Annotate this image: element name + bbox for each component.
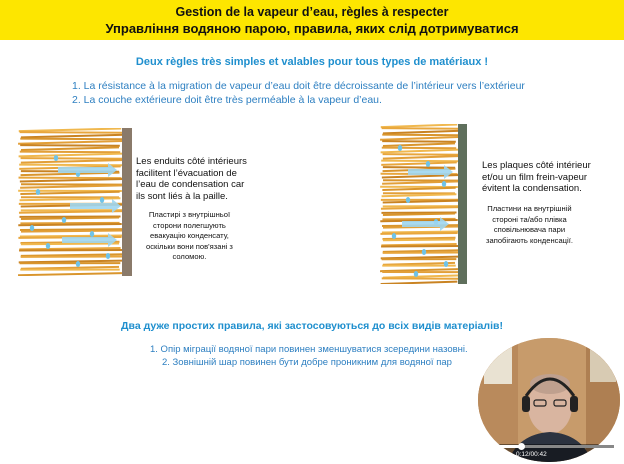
straw-stroke xyxy=(20,185,124,187)
straw-stroke xyxy=(20,152,120,153)
fullscreen-icon[interactable]: ⛶ xyxy=(611,450,617,459)
straw-stroke xyxy=(380,269,458,271)
caption-line: et/ou un film frein-vapeur xyxy=(482,171,588,183)
caption-line: Пластирі з внутрішньої xyxy=(148,210,231,219)
caption-line: стороні та/або плівка xyxy=(492,214,567,224)
straw-stroke xyxy=(20,145,120,146)
straw-stroke xyxy=(380,137,458,140)
vapour-barrier-layer xyxy=(458,124,467,284)
straw-stroke xyxy=(383,201,461,203)
straw-stroke xyxy=(380,233,457,234)
straw-stroke xyxy=(382,128,460,129)
straw-stroke xyxy=(383,156,461,159)
straw-stroke xyxy=(19,250,123,251)
rule-fr-2: 2. La couche extérieure doit être très perméable à la vapeur d’eau. xyxy=(72,94,382,106)
straw-stroke xyxy=(383,143,455,146)
straw-stroke xyxy=(20,192,119,194)
water-drop-icon xyxy=(392,233,396,239)
water-drop-icon xyxy=(30,225,34,231)
caption-line: l’eau de condensation car xyxy=(136,179,245,190)
water-drop-icon xyxy=(54,155,58,161)
caption-line: сторони полегшують xyxy=(153,220,226,230)
straw-stroke xyxy=(20,198,121,200)
straw-stroke xyxy=(20,139,124,140)
straw-stroke xyxy=(381,162,456,165)
right-caption-ua xyxy=(486,204,573,246)
straw-stroke xyxy=(381,161,459,162)
caption-line: ils sont liés à la paille. xyxy=(136,190,228,202)
straw-stroke xyxy=(381,246,459,247)
caption-line: facilitent l’évacuation de xyxy=(136,167,237,179)
straw-stroke xyxy=(21,267,119,269)
caption-line: запобігають конденсації. xyxy=(486,235,573,245)
slide-title-fr: Gestion de la vapeur d’eau, règles à respecter xyxy=(175,5,449,19)
water-drop-icon xyxy=(76,261,80,267)
caption-line: оскільки вони пов'язані з xyxy=(146,241,233,251)
straw-stroke xyxy=(21,244,119,245)
water-drop-icon xyxy=(426,161,430,167)
video-progress-fill xyxy=(484,445,521,448)
water-drop-icon xyxy=(62,217,66,223)
straw-stroke xyxy=(381,150,459,153)
water-drop-icon xyxy=(106,253,110,259)
straw-stroke xyxy=(21,158,125,159)
straw-stroke xyxy=(19,261,123,263)
straw-stroke xyxy=(381,257,459,259)
left-caption-fr xyxy=(136,156,247,202)
straw-stroke xyxy=(18,224,121,225)
straw-stroke xyxy=(19,129,121,132)
headline-ua: Два дуже простих правила, які застосовуються до всіх видів матеріалів! xyxy=(121,320,503,332)
straw-wall-illustration-right xyxy=(380,124,476,284)
straw-stroke xyxy=(381,125,457,128)
water-drop-icon xyxy=(90,231,94,237)
straw-stroke xyxy=(21,173,120,176)
presenter-video-frame xyxy=(478,338,620,462)
water-drop-icon xyxy=(36,189,40,195)
water-drop-icon xyxy=(414,271,418,277)
straw-stroke xyxy=(19,154,123,157)
straw-stroke xyxy=(383,275,461,277)
straw-stroke xyxy=(383,240,455,241)
straw-stroke xyxy=(383,154,461,155)
speed-label[interactable]: 1x xyxy=(600,451,608,458)
caption-line: évitent la condensation. xyxy=(482,183,582,194)
straw-stroke xyxy=(382,135,460,136)
headline-fr: Deux règles très simples et valables pour tous types de matériaux ! xyxy=(135,56,489,68)
water-drop-icon xyxy=(46,243,50,249)
straw-stroke xyxy=(20,132,124,133)
straw-stroke xyxy=(382,188,455,190)
straw-stroke xyxy=(381,282,458,284)
straw-stroke xyxy=(18,141,122,144)
straw-stroke xyxy=(21,231,125,232)
straw-stroke xyxy=(382,194,457,196)
straw-stroke xyxy=(18,273,122,275)
plaster-layer xyxy=(122,128,132,276)
water-drop-icon xyxy=(422,249,426,255)
settings-icon[interactable]: ⚙ xyxy=(586,450,594,459)
straw-stroke xyxy=(19,165,123,166)
water-drop-icon xyxy=(406,197,410,203)
straw-stroke xyxy=(383,131,461,134)
caption-line: евакуацію конденсату, xyxy=(150,231,229,240)
caption-line: Les enduits côté intérieurs xyxy=(136,156,247,167)
video-progress-bar[interactable] xyxy=(484,445,614,448)
straw-stroke xyxy=(21,147,119,150)
caption-line: Les plaques côté intérieur xyxy=(482,160,591,171)
straw-stroke xyxy=(382,148,456,149)
right-caption-fr xyxy=(482,160,591,195)
straw-stroke xyxy=(20,179,124,181)
rule-ua-1: 1. Опір міграції водяної пари повинен зменшуватися зсередини назовні. xyxy=(150,344,468,355)
water-drop-icon xyxy=(444,261,448,267)
caption-line: соломою. xyxy=(172,252,207,261)
slide-title-ua: Управління водяною парою, правила, яких слід дотримуватися xyxy=(105,21,519,36)
water-drop-icon xyxy=(398,145,402,151)
video-time: 0:12/00:42 xyxy=(516,451,547,458)
caption-line: сповільнювача пари xyxy=(493,225,566,234)
rule-fr-1: 1. La résistance à la migration de vapeur d’eau doit être décroissante de l’intérieur vers l’extérieur xyxy=(72,80,525,92)
webcam-video[interactable] xyxy=(478,338,620,462)
water-drop-icon xyxy=(100,197,104,203)
play-icon[interactable]: ▶ xyxy=(486,450,493,459)
straw-stroke xyxy=(382,141,456,142)
caption-line: Пластини на внутрішній xyxy=(487,204,572,213)
left-caption-ua xyxy=(146,210,233,263)
straw-stroke xyxy=(21,135,125,138)
volume-icon[interactable]: ◀) xyxy=(498,450,507,459)
water-drop-icon xyxy=(442,181,446,187)
straw-stroke xyxy=(382,181,460,183)
rule-ua-2: 2. Зовнішній шар повинен бути добре проникним для водяної пар xyxy=(162,357,452,368)
straw-stroke xyxy=(21,160,125,163)
straw-wall-illustration-left xyxy=(18,128,136,276)
